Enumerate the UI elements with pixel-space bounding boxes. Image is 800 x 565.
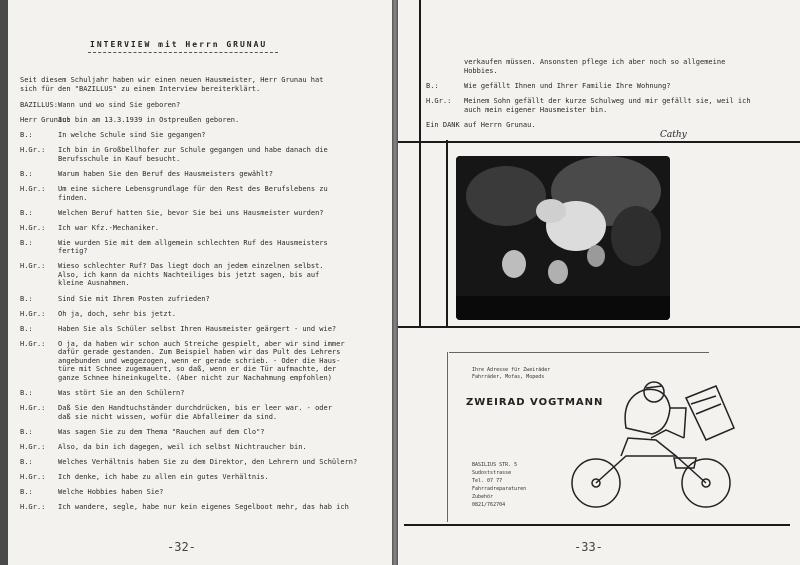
- qa-text: Was sagen Sie zu dem Thema "Rauchen auf dem Clo"?: [58, 427, 265, 436]
- speaker-label: Herr Grunau:: [20, 116, 71, 125]
- qa-line: [20, 170, 273, 179]
- qa-line: [20, 224, 159, 233]
- qa-line: [20, 194, 88, 203]
- qa-text: Ich bin am 13.3.1939 in Ostpreußen geboren.: [58, 116, 240, 125]
- speaker-label: H.Gr.:: [20, 185, 46, 193]
- ad-detail-line: Zubehör: [472, 494, 494, 500]
- speaker-label: B.:: [20, 294, 33, 303]
- speaker-label: B.:: [20, 388, 33, 397]
- qa-line: [20, 488, 163, 497]
- qa-line: [20, 279, 130, 288]
- qa-text: angebunden und weggezogen, wenn er gerade schrieb. - Oder die Haus-: [58, 356, 341, 365]
- speaker-label: H.Gr.:: [20, 472, 46, 481]
- speaker-label: B.:: [20, 169, 33, 178]
- qa-line: [20, 413, 277, 422]
- qa-text: Welchen Beruf hatten Sie, bevor Sie bei uns Hausmeister wurden?: [58, 208, 324, 217]
- photo-bottom-rule: [398, 326, 800, 328]
- qa-text: finden.: [58, 193, 88, 202]
- qa-text: türe mit Schnee zugemauert, so daß, wenn er die Tür aufmachte, der: [58, 365, 337, 374]
- qa-text: Warum haben Sie den Beruf des Hausmeisters gewählt?: [58, 169, 273, 178]
- qa-line: [20, 443, 307, 452]
- qa-line: [20, 473, 269, 482]
- qa-text: O ja, da haben wir schon auch Streiche gespielt, aber wir sind immer: [58, 339, 345, 348]
- qa-line: [20, 458, 357, 467]
- speaker-label: B.:: [20, 427, 33, 436]
- ad-detail-line: BASILIUS STR. 5: [472, 462, 518, 468]
- qa-text: Daß Sie den Handtuchständer durchdrücken, bis er leer war. - oder: [58, 404, 332, 412]
- speaker-label: B.:: [20, 324, 33, 333]
- qa-text: Berufsschule in Kauf besucht.: [58, 154, 181, 163]
- speaker-label: B.:: [20, 131, 33, 140]
- qa-line: [20, 101, 180, 110]
- speaker-label: H.Gr.:: [20, 223, 46, 232]
- qa-text: dafür gerade gestanden. Zum Beispiel haben wir das Pult des Lehrers: [58, 348, 341, 357]
- qa-text: Wie gefällt Ihnen und Ihrer Familie Ihre Wohnung?: [464, 82, 671, 90]
- qa-line: [20, 209, 324, 218]
- qa-text: Ich war Kfz.-Mechaniker.: [58, 223, 160, 232]
- qa-text: Wie wurden Sie mit dem allgemein schlechten Ruf des Hausmeisters: [58, 238, 328, 247]
- speaker-label: B.:: [20, 208, 33, 217]
- qa-line: [20, 131, 206, 140]
- qa-line: [20, 310, 176, 319]
- qa-line: [20, 503, 349, 512]
- qa-text: Welches Verhältnis haben Sie zu dem Direktor, den Lehrern und Schülern?: [58, 457, 358, 466]
- ad-left-rule: [447, 352, 448, 522]
- qa-line: [426, 58, 725, 67]
- qa-text: Haben Sie als Schüler selbst Ihren Hausmeister geärgert - und wie?: [58, 324, 337, 333]
- ad-detail-line: Fahrradreparaturen: [472, 486, 527, 492]
- qa-text: Also, da bin ich dagegen, weil ich selbst Nichtraucher bin.: [58, 442, 307, 451]
- ad-detail-line: 0821/762704: [472, 502, 506, 508]
- qa-text: Ich bin in Großbellhofer zur Schule gegangen und habe danach die: [58, 146, 328, 155]
- qa-line: [426, 67, 498, 76]
- speaker-label: BAZILLUS:: [20, 101, 58, 109]
- qa-line: [20, 116, 239, 125]
- photo-vertical-rule: [446, 140, 448, 328]
- photo-top-rule: [398, 141, 800, 143]
- qa-line: [20, 325, 336, 334]
- ad-detail-line: Sudoststrasse: [472, 470, 512, 476]
- intro-line: Seit diesem Schuljahr haben wir einen neuen Hausmeister, Herr Grunau hat: [20, 76, 324, 84]
- motorcycle-rider-illustration: [566, 368, 746, 518]
- qa-line: [20, 247, 88, 256]
- qa-text: Meinem Sohn gefällt der kurze Schulweg und mir gefällt sie, weil ich: [464, 97, 751, 105]
- qa-text: Also, ich kann da nichts Nachteiliges bis jetzt sagen, bis auf: [58, 270, 320, 279]
- speaker-label: H.Gr.:: [20, 262, 46, 271]
- photo-image: [456, 156, 670, 320]
- photo-of-hausmeister: [456, 156, 670, 320]
- qa-text: Wann und wo sind Sie geboren?: [58, 101, 181, 109]
- qa-text: daß sie nicht wissen, wofür die Abfalleimer da sind.: [58, 412, 278, 421]
- speaker-label: H.Gr.:: [426, 97, 452, 105]
- speaker-label: H.Gr.:: [20, 503, 46, 512]
- left-vertical-rule: [419, 0, 421, 328]
- speaker-label: B.:: [426, 82, 439, 90]
- speaker-label: H.Gr.:: [20, 442, 46, 451]
- page-number-right: -33-: [574, 540, 603, 554]
- qa-line: [20, 389, 184, 398]
- qa-line: [20, 155, 180, 164]
- page-number-left: -32-: [167, 540, 196, 554]
- ad-header: Fahrräder, Mofas, Mopeds: [472, 374, 545, 380]
- ad-detail-line: Tel. 07 77: [472, 478, 503, 484]
- speaker-label: H.Gr.:: [20, 309, 46, 318]
- signature: Cathy: [660, 130, 687, 140]
- ad-header: Ihre Adresse für Zweiräder: [472, 367, 551, 373]
- interview-title: INTERVIEW mit Herrn GRUNAU: [90, 40, 268, 49]
- speaker-label: H.Gr.:: [20, 339, 46, 348]
- intro-line: sich für den "BAZILLUS" zu einem Interview bereiterklärt.: [20, 85, 261, 93]
- speaker-label: B.:: [20, 238, 33, 247]
- speaker-label: H.Gr.:: [20, 404, 46, 412]
- qa-text: verkaufen müssen. Ansonsten pflege ich aber noch so allgemeine: [464, 58, 726, 66]
- ad-title: ZWEIRAD VOGTMANN: [466, 397, 604, 408]
- title-underline: [88, 52, 278, 53]
- qa-text: Welche Hobbies haben Sie?: [58, 488, 164, 496]
- qa-text: Wieso schlechter Ruf? Das liegt doch an jedem einzelnen selbst.: [58, 262, 324, 271]
- thanks-line: Ein DANK auf Herrn Grunau.: [426, 121, 536, 129]
- qa-text: In welche Schule sind Sie gegangen?: [58, 131, 206, 140]
- qa-text: Oh ja, doch, sehr bis jetzt.: [58, 309, 177, 318]
- qa-text: Was stört Sie an den Schülern?: [58, 388, 185, 397]
- speaker-label: B.:: [20, 488, 33, 496]
- qa-line: [426, 106, 607, 115]
- speaker-label: B.:: [20, 457, 33, 466]
- qa-text: Ich denke, ich habe zu allen ein gutes Verhältnis.: [58, 472, 269, 481]
- ad-top-rule: [449, 352, 709, 353]
- qa-line: [20, 428, 265, 437]
- ad-bottom-rule: [404, 524, 790, 526]
- qa-line: [426, 97, 751, 106]
- qa-line: [20, 374, 332, 383]
- qa-text: Sind Sie mit Ihrem Posten zufrieden?: [58, 294, 210, 303]
- qa-text: ganze Schnee hineinkugelte. (Aber nicht zur Nachahmung empfohlen): [58, 373, 332, 382]
- qa-line: [426, 82, 671, 91]
- qa-text: Ich wandere, segle, habe nur kein eigenes Segelboot mehr, das hab ich: [58, 503, 349, 512]
- qa-text: auch mein eigener Hausmeister bin.: [464, 106, 608, 114]
- speaker-label: H.Gr.:: [20, 146, 46, 155]
- qa-text: fertig?: [58, 247, 88, 256]
- qa-line: [20, 295, 210, 304]
- qa-text: kleine Ausnahmen.: [58, 279, 130, 288]
- qa-text: Hobbies.: [464, 67, 498, 75]
- qa-text: Um eine sichere Lebensgrundlage für den Rest des Berufslebens zu: [58, 185, 328, 193]
